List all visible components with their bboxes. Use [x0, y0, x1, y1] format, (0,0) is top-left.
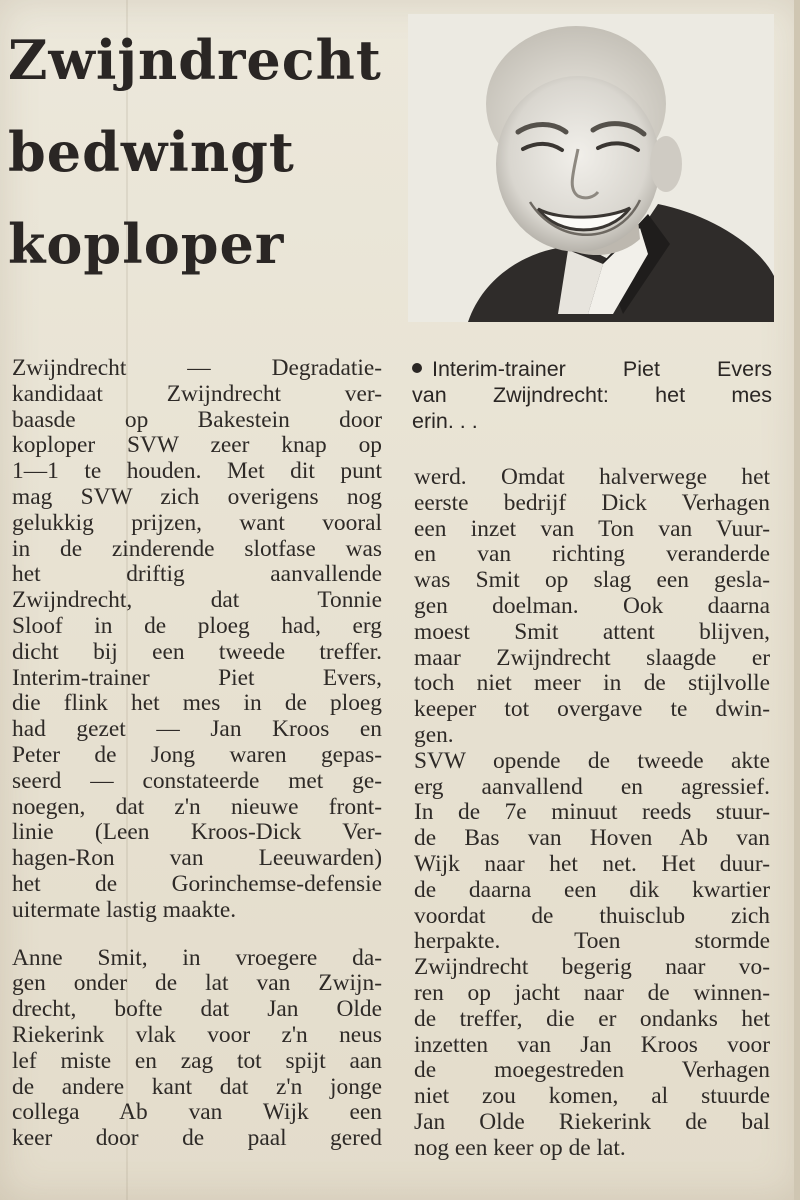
text-line: de moegestreden Verhagen — [414, 1058, 770, 1084]
text-line: SVW opende de tweede akte — [414, 748, 770, 774]
text-line: nog een keer op de lat. — [414, 1135, 626, 1161]
portrait-photo-icon — [408, 14, 774, 322]
text-line: de Bas van Hoven Ab van — [414, 826, 770, 852]
paper-edge — [794, 0, 800, 1200]
text-line: drecht, bofte dat Jan Olde — [12, 997, 382, 1023]
paragraph — [12, 946, 382, 1152]
caption-line: van Zwijndrecht: het mes — [412, 383, 772, 407]
text-line: collega Ab van Wijk een — [12, 1100, 382, 1126]
text-line: linie (Leen Kroos-Dick Ver- — [12, 820, 382, 846]
text-line: moest Smit attent blijven, — [414, 619, 770, 645]
text-line: in de zinderende slotfase was — [12, 536, 382, 562]
text-line: In de 7e minuut reeds stuur- — [414, 800, 770, 826]
paragraph — [414, 465, 770, 749]
caption-line: erin. . . — [412, 409, 478, 433]
text-line: Jan Olde Riekerink de bal — [414, 1109, 770, 1135]
text-line: gen. — [414, 722, 454, 748]
article-column-right — [414, 465, 770, 1162]
text-line: dicht bij een tweede treffer. — [12, 639, 382, 665]
text-line: werd. Omdat halverwege het — [414, 465, 770, 490]
paragraph-gap — [12, 924, 382, 946]
text-line: lef miste en zag tot spijt aan — [12, 1048, 382, 1074]
text-line: Riekerink vlak voor z'n neus — [12, 1022, 382, 1048]
text-line: koploper SVW zeer knap op — [12, 433, 382, 459]
headline — [8, 14, 408, 290]
text-line: een inzet van Ton van Vuur- — [414, 516, 770, 542]
text-line: hagen-Ron van Leeuwarden) — [12, 846, 382, 872]
text-line: het de Gorinchemse-defensie — [12, 871, 382, 897]
text-line: seerd — constateerde met ge- — [12, 768, 382, 794]
text-line: Wijk naar het net. Het duur- — [414, 851, 770, 877]
caption-line: Interim-trainer Piet Evers — [412, 356, 772, 382]
text-line: had gezet — Jan Kroos en — [12, 717, 382, 743]
text-line: die flink het mes in de ploeg — [12, 691, 382, 717]
bullet-icon — [412, 363, 422, 373]
text-line: keer door de paal gered — [12, 1126, 382, 1152]
text-line: 1—1 te houden. Met dit punt — [12, 459, 382, 485]
text-line: erg aanvallend en agressief. — [414, 774, 770, 800]
article-column-left — [12, 356, 382, 1152]
text-line: Anne Smit, in vroegere da- — [12, 945, 382, 971]
text-line: was Smit op slag een gesla- — [414, 568, 770, 594]
text-line: het driftig aanvallende — [12, 562, 382, 588]
text-line: de daarna een dik kwartier — [414, 877, 770, 903]
photo-caption — [412, 356, 772, 434]
text-line: keeper tot overgave te dwin- — [414, 697, 770, 723]
text-line: gen doelman. Ook daarna — [414, 593, 770, 619]
text-line: de andere kant dat z'n jonge — [12, 1074, 382, 1100]
text-line: eerste bedrijf Dick Verhagen — [414, 490, 770, 516]
text-line: uitermate lastig maakte. — [12, 897, 237, 923]
text-line: gelukkig prijzen, want vooral — [12, 510, 382, 536]
text-line: Zwijndrecht, dat Tonnie — [12, 588, 382, 614]
text-line: toch niet meer in de stijlvolle — [414, 671, 770, 697]
headline-line-3: koploper — [8, 212, 285, 276]
text-line: voordat de thuisclub zich — [414, 903, 770, 929]
paragraph — [414, 749, 770, 1162]
text-line: inzetten van Jan Kroos voor — [414, 1032, 770, 1058]
text-line: Sloof in de ploeg had, erg — [12, 613, 382, 639]
text-line: kandidaat Zwijndrecht ver- — [12, 381, 382, 407]
headline-line-1: Zwijndrecht — [8, 28, 382, 92]
text-line: Peter de Jong waren gepas- — [12, 742, 382, 768]
text-line: Zwijndrecht begerig naar vo- — [414, 955, 770, 981]
portrait-photo — [408, 14, 774, 322]
text-line: mag SVW zich overigens nog — [12, 484, 382, 510]
text-line: ren op jacht naar de winnen- — [414, 980, 770, 1006]
text-line: niet zou komen, al stuurde — [414, 1084, 770, 1110]
text-line: Zwijndrecht — Degradatie- — [12, 356, 382, 381]
text-line: noegen, dat z'n nieuwe front- — [12, 794, 382, 820]
text-line: maar Zwijndrecht slaagde er — [414, 645, 770, 671]
text-line: herpakte. Toen stormde — [414, 929, 770, 955]
headline-line-2: bedwingt — [8, 120, 295, 184]
text-line: baasde op Bakestein door — [12, 407, 382, 433]
paragraph — [12, 356, 382, 924]
text-line: de treffer, die er ondanks het — [414, 1006, 770, 1032]
text-line: gen onder de lat van Zwijn- — [12, 971, 382, 997]
text-line: en van richting veranderde — [414, 542, 770, 568]
text-line: Interim-trainer Piet Evers, — [12, 665, 382, 691]
